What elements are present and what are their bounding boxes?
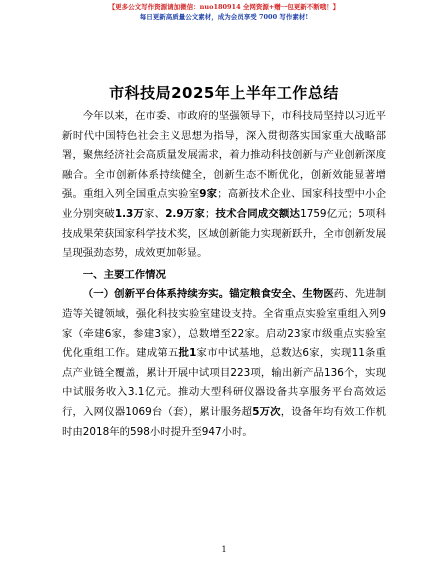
promo-banner	[0, 2, 448, 22]
intro-text-4: ；	[204, 207, 216, 220]
section-heading: 一、主要工作情况	[82, 268, 166, 281]
promo-banner-line1: 【更多公文写作资源请加微信：nuo180914 全网资源+赠一包更新不断哦！】	[108, 3, 340, 11]
sub-text-3: ，设备年均有效工作机时由2018年的598小时提升至947小时。	[62, 405, 387, 438]
sub-bold-1: 批1	[178, 347, 197, 360]
intro-bold-1: 9家	[199, 188, 218, 201]
document-title: 市科技局2025年上半年工作总结	[109, 84, 339, 102]
intro-bold-3: 2.9万家	[165, 207, 205, 220]
document-body	[62, 107, 386, 442]
promo-banner-line2: 每日更新高质量公文素材，成为会员享受 7000 写作素材!	[139, 13, 309, 21]
intro-text-3: 家、	[144, 207, 166, 220]
subsection-paragraph	[62, 285, 386, 442]
subsection-lead: （一）创新平台体系持续夯实。锚定粮食安全、生物医	[82, 288, 334, 301]
page-number: 1	[221, 545, 227, 554]
intro-text-1: 今年以来，在市委、市政府的坚强领导下，市科技局坚持以习近平新时代中国特色社会主义思想为指导，深入贯彻落实国家重大战略部署，聚焦经济社会高质量发展需求，着力推动科技创新与产业创新深度融合。全市创新体系持续健全，创新生态不断优化，创新效能显著增强。重组入列全国重点实验室	[62, 110, 386, 201]
intro-text-2: ；高新技术企业、国家科技型中小企业分别突破	[62, 188, 387, 220]
sub-text-2: 家市中试基地，总数达6家，实现11条重点产业链全覆盖，累计开展中试项目223项，输出新产品136个，实现中试服务收入3.1亿元。推动大型科研仪器设备共享服务平台高效运行，入网仪器1069台（套），累计服务超	[62, 347, 386, 418]
intro-bold-4: 技术合同成交额达	[215, 207, 301, 220]
intro-paragraph	[62, 107, 386, 264]
sub-text-1: 药、先进制造等关键领域，强化科技实验室建设支持。全省重点实验室重组入列9家（牵建6家，参建3家），总数增至22家。启动23家市级重点实验室优化重组工作。建成第五	[62, 288, 387, 360]
intro-text-5: 1759亿元；5项科技成果荣获国家科学技术奖，区域创新能力实现新跃升，全市创新发展呈现强劲态势，成效更加彰显。	[62, 207, 387, 260]
sub-bold-2: 5万次	[252, 405, 281, 418]
intro-bold-2: 1.3万	[114, 207, 145, 220]
